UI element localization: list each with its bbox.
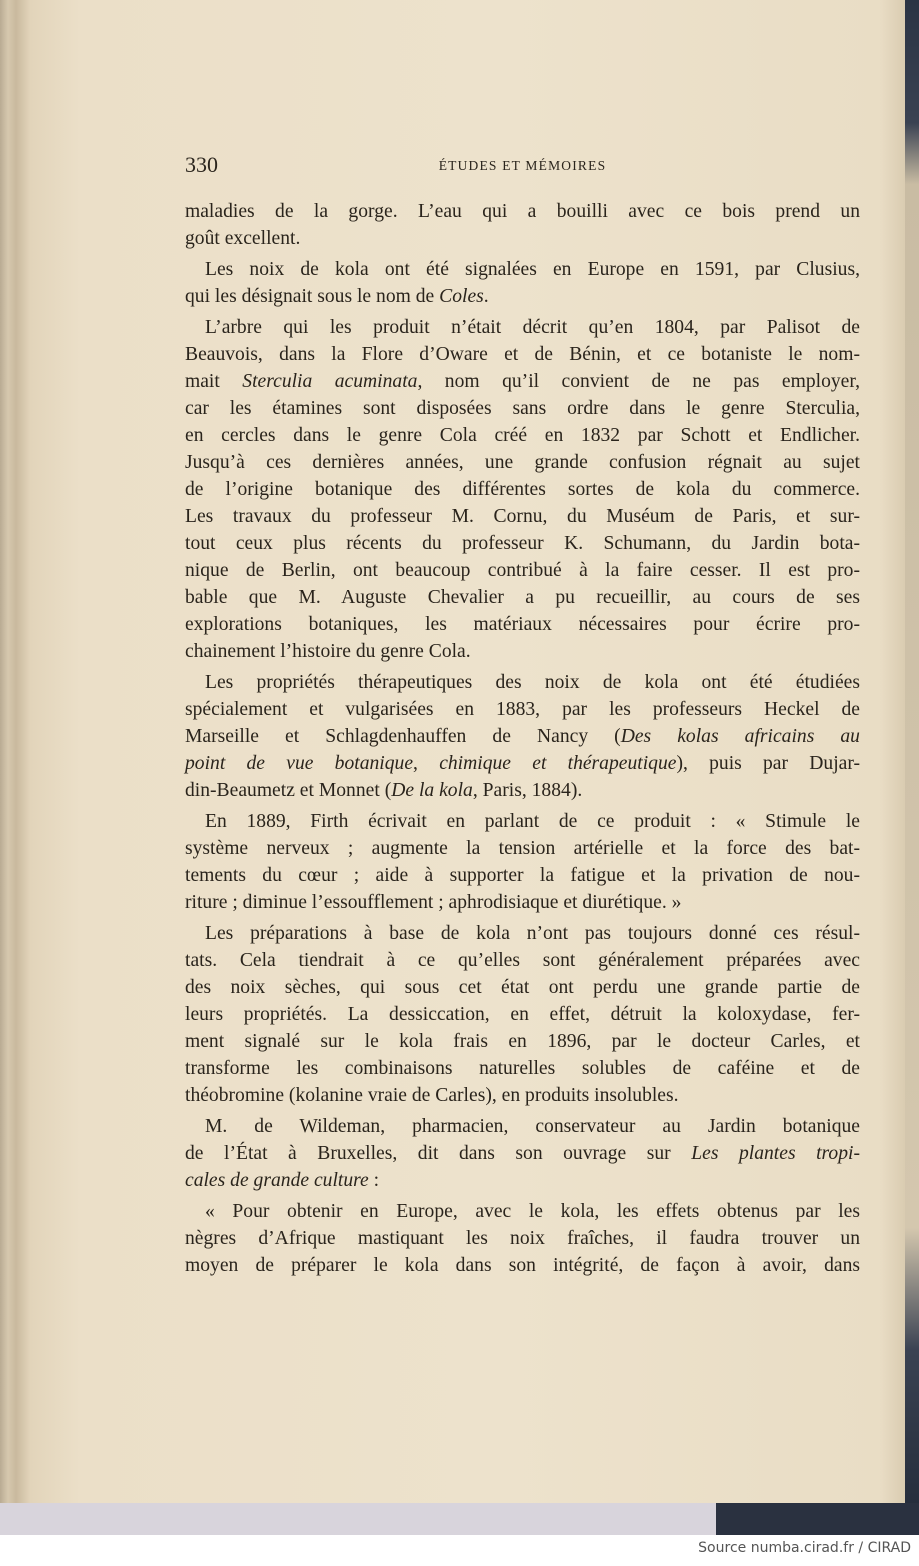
text-segment: : (368, 1170, 380, 1191)
text-line (185, 395, 860, 422)
text-segment: maladies de la gorge. L’eau qui a bouilli avec ce bois prend un (185, 201, 860, 222)
text-line (185, 1113, 860, 1140)
italic-text: Les plantes tropi- (691, 1143, 860, 1164)
paragraph (185, 1198, 860, 1279)
source-credit: Source numba.cirad.fr / CIRAD (698, 1540, 911, 1556)
text-segment: moyen de préparer le kola dans son intégrité, de façon à avoir, dans (185, 1255, 860, 1276)
text-segment: chainement l’histoire du genre Cola. (185, 641, 471, 662)
italic-text: De la kola (391, 780, 473, 801)
text-segment: Jusqu’à ces dernières années, une grande confusion régnait au sujet (185, 452, 860, 473)
text-line (185, 198, 860, 225)
text-line (185, 1001, 860, 1028)
text-segment: En 1889, Firth écrivait en parlant de ce produit : « Stimule le (205, 811, 860, 832)
text-line (185, 808, 860, 835)
text-segment: riture ; diminue l’essoufflement ; aphrodisiaque et diurétique. » (185, 892, 682, 913)
text-segment: en cercles dans le genre Cola créé en 1832 par Schott et Endlicher. (185, 425, 860, 446)
text-segment: . (483, 286, 489, 307)
text-line (185, 1198, 860, 1225)
paragraph (185, 920, 860, 1109)
text-line (185, 638, 860, 665)
text-line (185, 584, 860, 611)
text-line (185, 835, 860, 862)
text-segment: ment signalé sur le kola frais en 1896, par le docteur Carles, et (185, 1031, 860, 1052)
italic-text: cales de grande culture (185, 1170, 369, 1191)
text-segment: Les travaux du professeur M. Cornu, du Muséum de Paris, et sur- (185, 506, 860, 527)
text-segment: Les préparations à base de kola n’ont pas toujours donné ces résul- (205, 923, 860, 944)
text-segment: Beauvois, dans la Flore d’Oware et de Bénin, et ce botaniste le nom- (185, 344, 860, 365)
text-segment: , nom qu’il convient de ne pas employer, (417, 371, 860, 392)
text-line (185, 889, 860, 916)
text-line (185, 1082, 860, 1109)
text-line (185, 283, 860, 310)
text-segment: « Pour obtenir en Europe, avec le kola, les effets obtenus par les (205, 1201, 860, 1222)
text-line (185, 723, 860, 750)
book-binding-edge (905, 0, 919, 1535)
page-number: 330 (185, 152, 218, 177)
text-segment: de l’origine botanique des différentes sortes de kola du commerce. (185, 479, 860, 500)
text-line (185, 503, 860, 530)
text-line (185, 1225, 860, 1252)
text-segment: bable que M. Auguste Chevalier a pu recueillir, au cours de ses (185, 587, 860, 608)
text-segment: L’arbre qui les produit n’était décrit qu’en 1804, par Palisot de (205, 317, 860, 338)
text-line (185, 862, 860, 889)
text-line (185, 476, 860, 503)
text-line (185, 974, 860, 1001)
text-line (185, 422, 860, 449)
text-segment: , Paris, 1884). (472, 780, 583, 801)
text-segment: tats. Cela tiendrait à ce qu’elles sont généralement préparées avec (185, 950, 860, 971)
text-line (185, 314, 860, 341)
text-line (185, 611, 860, 638)
text-line (185, 256, 860, 283)
text-segment: Les propriétés thérapeutiques des noix de kola ont été étudiées (205, 672, 860, 693)
text-segment: système nerveux ; augmente la tension artérielle et la force des bat- (185, 838, 860, 859)
text-line (185, 750, 860, 777)
italic-text: point de vue botanique (185, 753, 414, 774)
running-head: ÉTUDES ET MÉMOIRES (438, 158, 607, 173)
text-segment: des noix sèches, qui sous cet état ont perdu une grande partie de (185, 977, 860, 998)
text-segment: car les étamines sont disposées sans ordre dans le genre Sterculia, (185, 398, 860, 419)
text-segment: , (413, 753, 440, 774)
paragraph (185, 808, 860, 916)
italic-text: Des kolas africains au (620, 726, 860, 747)
text-line (185, 449, 860, 476)
text-segment: mait (185, 371, 243, 392)
text-line (185, 1167, 860, 1194)
text-line (185, 777, 860, 804)
text-line (185, 669, 860, 696)
text-line (185, 1028, 860, 1055)
paragraph (185, 1113, 860, 1194)
text-line (185, 1055, 860, 1082)
text-segment: tements du cœur ; aide à supporter la fatigue et la privation de nou- (185, 865, 860, 886)
text-segment: din-Beaumetz et Monnet ( (185, 780, 392, 801)
text-line (185, 557, 860, 584)
text-segment: explorations botaniques, les matériaux nécessaires pour écrire pro- (185, 614, 860, 635)
italic-text: Sterculia acuminata (242, 371, 418, 392)
text-segment: nique de Berlin, ont beaucoup contribué à la faire cesser. Il est pro- (185, 560, 860, 581)
paragraph (185, 314, 860, 665)
book-binding-corner (716, 1503, 919, 1535)
text-segment: nègres d’Afrique mastiquant les noix fraîches, il faudra trouver un (185, 1228, 860, 1249)
text-segment: tout ceux plus récents du professeur K. Schumann, du Jardin bota- (185, 533, 860, 554)
paragraph (185, 198, 860, 252)
paragraph (185, 256, 860, 310)
text-segment: transforme les combinaisons naturelles solubles de caféine et de (185, 1058, 860, 1079)
text-segment: qui les désignait sous le nom de (185, 286, 440, 307)
text-segment: Marseille et Schlagdenhauffen de Nancy ( (185, 726, 621, 747)
text-line (185, 225, 860, 252)
text-line (185, 1252, 860, 1279)
text-segment: de l’État à Bruxelles, dit dans son ouvrage sur (185, 1143, 692, 1164)
text-segment: ), puis par Dujar- (676, 753, 861, 774)
text-line (185, 368, 860, 395)
text-segment: leurs propriétés. La dessiccation, en effet, détruit la koloxydase, fer- (185, 1004, 860, 1025)
italic-text: chimique et thérapeutique (439, 753, 677, 774)
page-body-text (185, 198, 860, 1283)
text-segment: goût excellent. (185, 228, 301, 249)
text-segment: spécialement et vulgarisées en 1883, par les professeurs Heckel de (185, 699, 860, 720)
page-header (185, 152, 860, 182)
paragraph (185, 669, 860, 804)
text-segment: M. de Wildeman, pharmacien, conservateur au Jardin botanique (205, 1116, 860, 1137)
text-segment: Les noix de kola ont été signalées en Europe en 1591, par Clusius, (205, 259, 860, 280)
text-line (185, 1140, 860, 1167)
text-line (185, 341, 860, 368)
italic-text: Coles (439, 286, 484, 307)
text-line (185, 530, 860, 557)
text-line (185, 696, 860, 723)
text-line (185, 947, 860, 974)
text-segment: théobromine (kolanine vraie de Carles), en produits insolubles. (185, 1085, 679, 1106)
text-line (185, 920, 860, 947)
